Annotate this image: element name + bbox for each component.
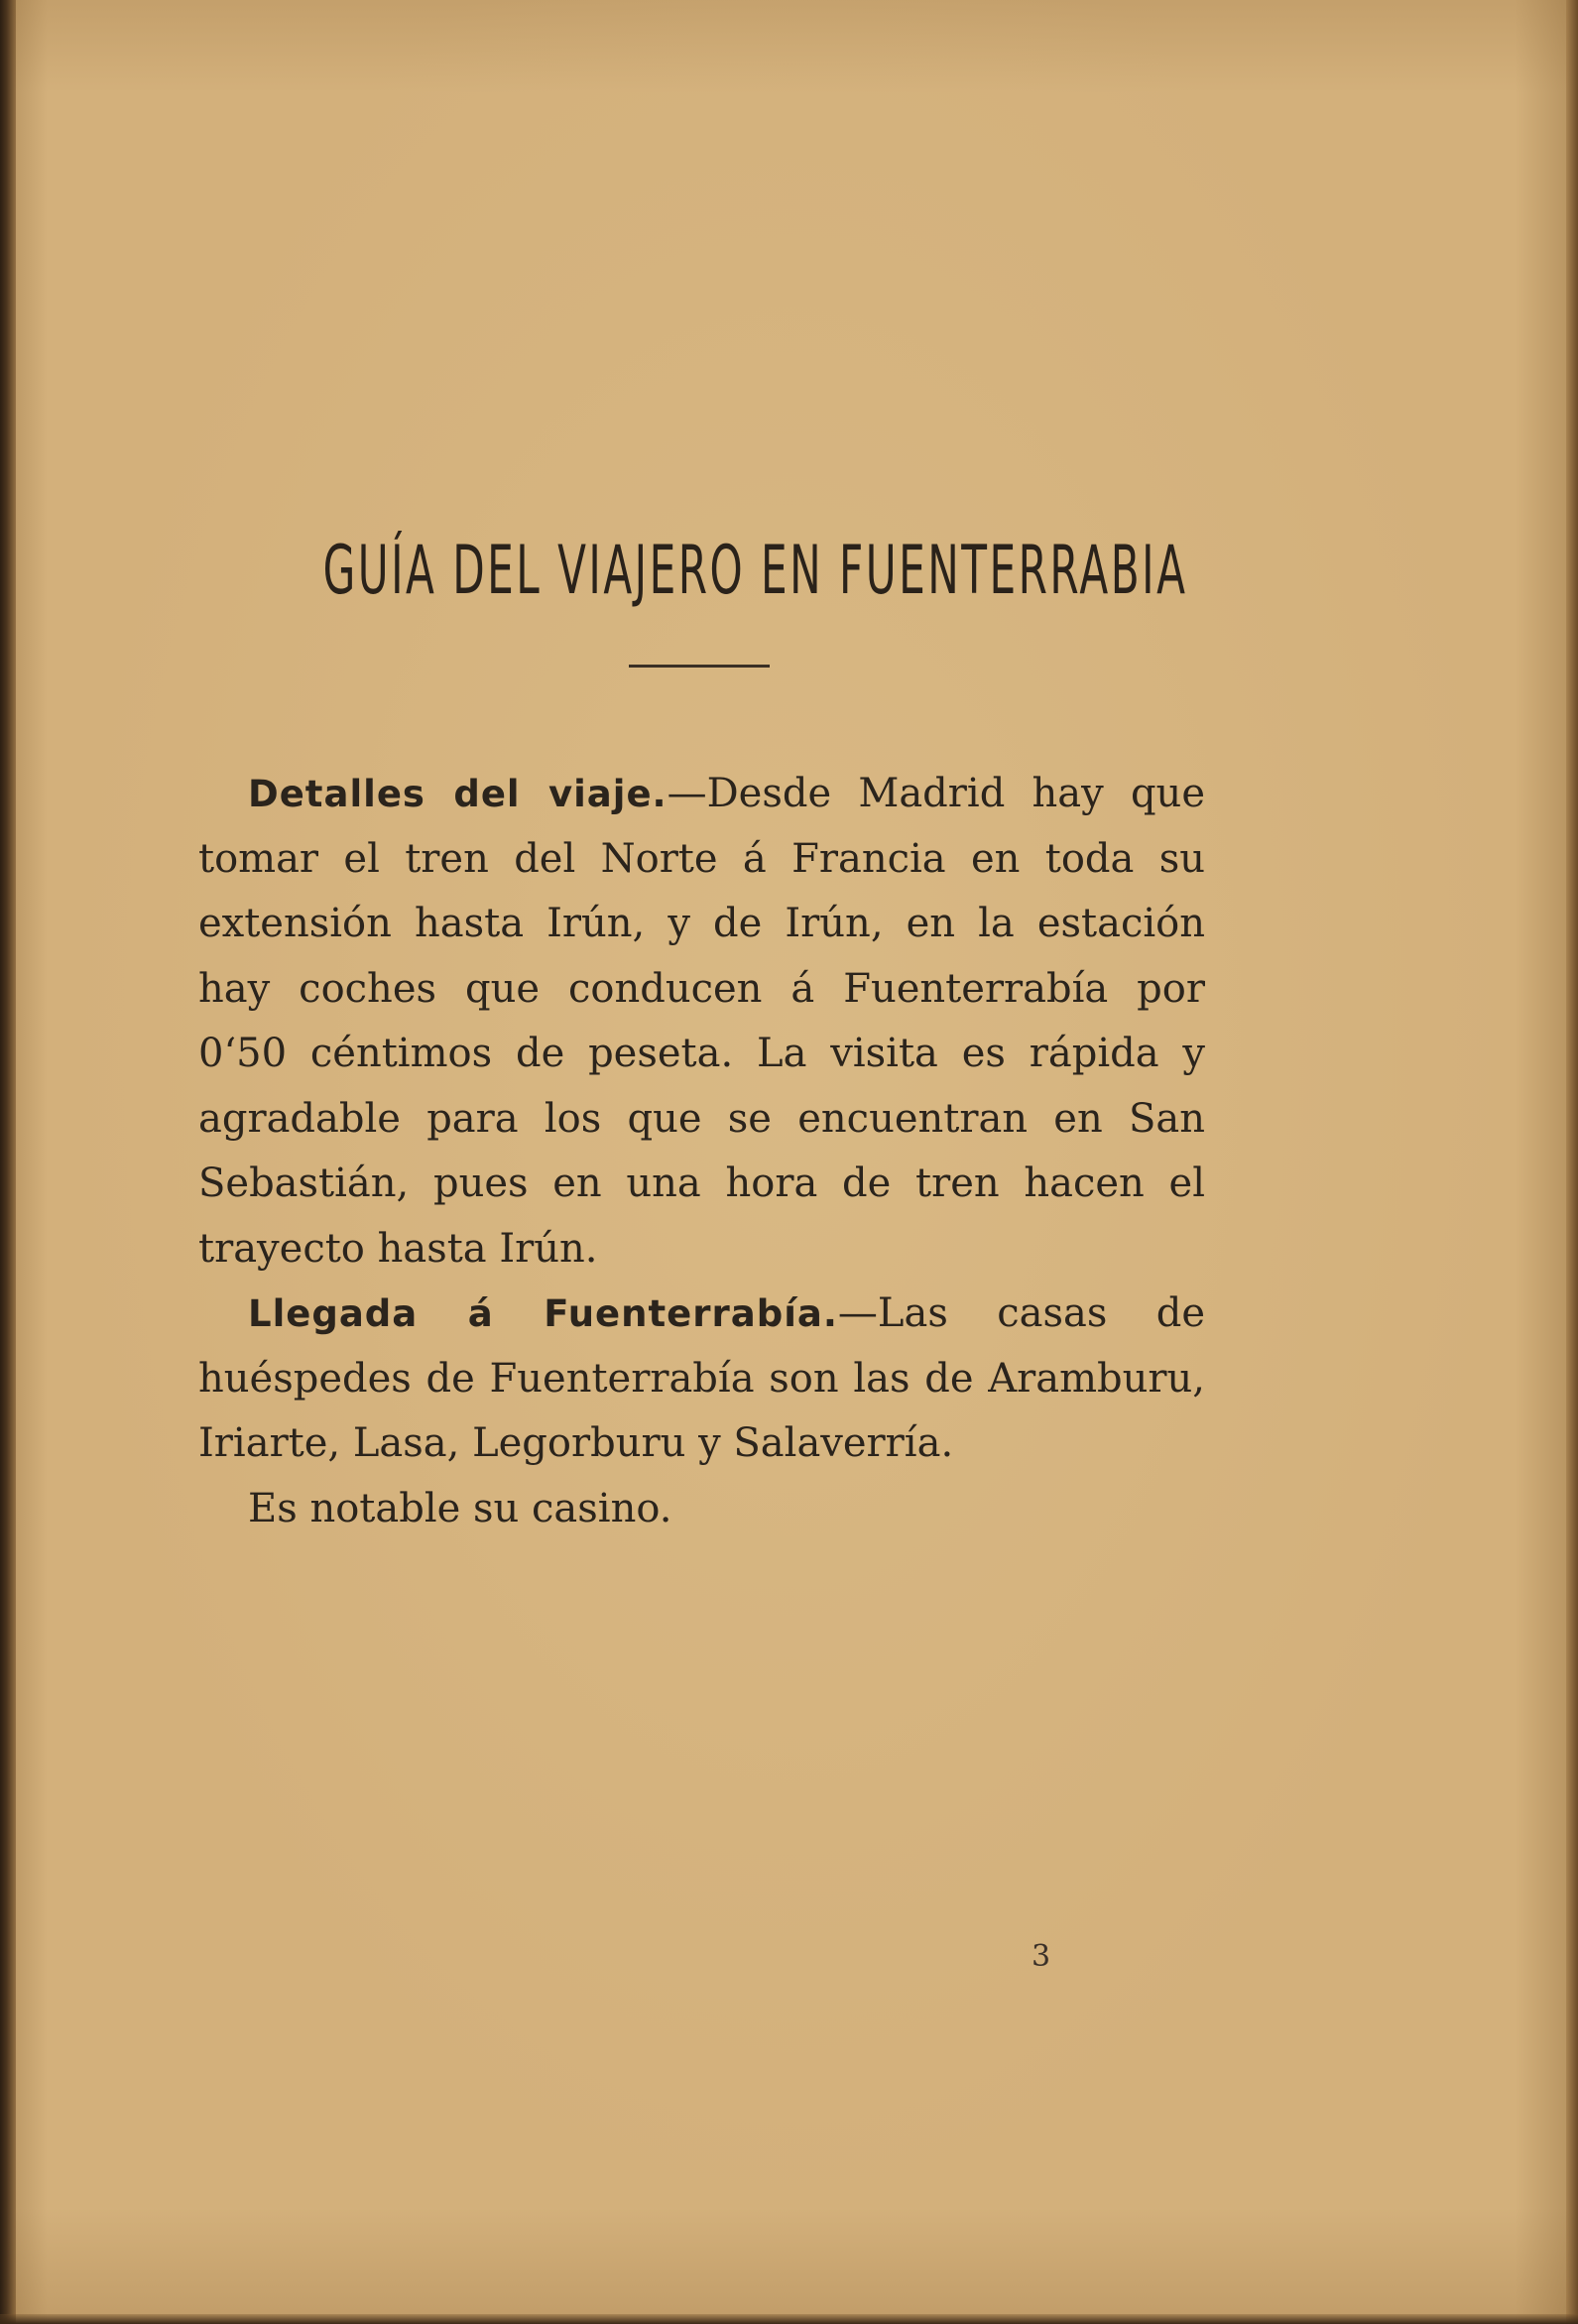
paragraph-arrival <box>198 1282 1205 1477</box>
paragraph-text: —Desde Madrid hay que tomar el tren del Norte á Francia en toda su extensión hasta Irún, y de Irún, en la estación hay coches que conducen á Fuenterrabía por 0‘50 céntimos de peseta. La visita es rápida y agradable para los que se encuentran en San Sebastián, pues en una hora de tren hacen el trayecto hasta Irún. <box>198 771 1205 1272</box>
paragraph-casino <box>198 1477 1205 1542</box>
page-number: 3 <box>1032 1939 1051 1974</box>
section-heading: Detalles del viaje. <box>248 773 668 815</box>
page-title: GUÍA DEL VIAJERO EN FUENTERRABIA <box>322 532 1188 610</box>
body-text <box>198 762 1205 1541</box>
paragraph-text: Es notable su casino. <box>248 1485 672 1531</box>
page-right-edge <box>1566 0 1578 2324</box>
page-binding-edge <box>0 0 16 2324</box>
title-divider <box>629 665 770 668</box>
paragraph-travel-details <box>198 762 1205 1282</box>
paragraph-text: —Las casas de huéspedes de Fuenterrabía son las de Aramburu, Iriarte, Lasa, Legorburu y Salaverría. <box>198 1290 1205 1466</box>
page-bottom-edge <box>0 2314 1578 2324</box>
section-heading: Llegada á Fuenterrabía. <box>248 1292 838 1335</box>
